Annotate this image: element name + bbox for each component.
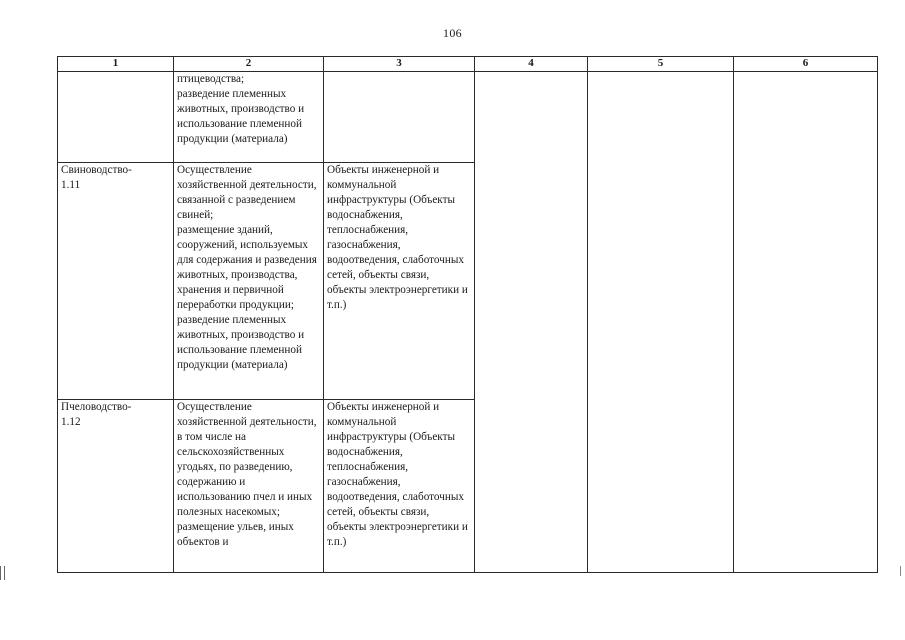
table-cell-description [174,72,324,163]
column-header-3: 3 [324,57,475,72]
column-header-1: 1 [58,57,174,72]
table-cell-column-5 [588,72,734,573]
table-row [58,72,878,163]
table-cell-use-name [58,163,174,400]
scan-margin-mark-left [0,566,5,580]
page-number: 106 [443,26,462,40]
table-cell-column-4 [475,72,588,573]
column-header-4: 4 [475,57,588,72]
table-cell-facilities [324,400,475,573]
table-cell-use-name [58,400,174,573]
description-text: птицеводства; разведение племенных животных, производство и использование племенной продукции (материала) [177,73,305,145]
column-header-6: 6 [734,57,878,72]
table-header-row [58,57,878,72]
scan-margin-mark-right [900,566,901,576]
table-cell-facilities [324,72,475,163]
description-text: Осуществление хозяйственной деятельности, в том числе на сельскохозяйственных угодьях, по разведению, содержанию и использованию пчел и иных полезных насекомых; размещение ульев, иных объектов и [177,401,317,548]
use-name-text: Свиноводство- 1.11 [61,164,132,191]
column-header-5: 5 [588,57,734,72]
facilities-text: Объекты инженерной и коммунальной инфраструктуры (Объекты водоснабжения, теплоснабжения, газоснабжения, водоотведения, слаботочных сетей, объекты связи, объекты электроэнергетики и т.п.) [327,164,468,311]
use-name-text: Пчеловодство- 1.12 [61,401,132,428]
table-cell-use-name [58,72,174,163]
facilities-text: Объекты инженерной и коммунальной инфраструктуры (Объекты водоснабжения, теплоснабжения, газоснабжения, водоотведения, слаботочных сетей, объекты связи, объекты электроэнергетики и т.п.) [327,401,468,548]
table-cell-column-6 [734,72,878,573]
description-text: Осуществление хозяйственной деятельности, связанной с разведением свиней; размещение зданий, сооружений, используемых для содержания и разведения животных, производства, хранения и первичной переработки продукции; разведение племенных животных, производство и использование племенной продукции (материала) [177,164,317,371]
column-header-2: 2 [174,57,324,72]
zoning-table [57,56,878,573]
table-cell-facilities [324,163,475,400]
table-cell-description [174,163,324,400]
table-cell-description [174,400,324,573]
